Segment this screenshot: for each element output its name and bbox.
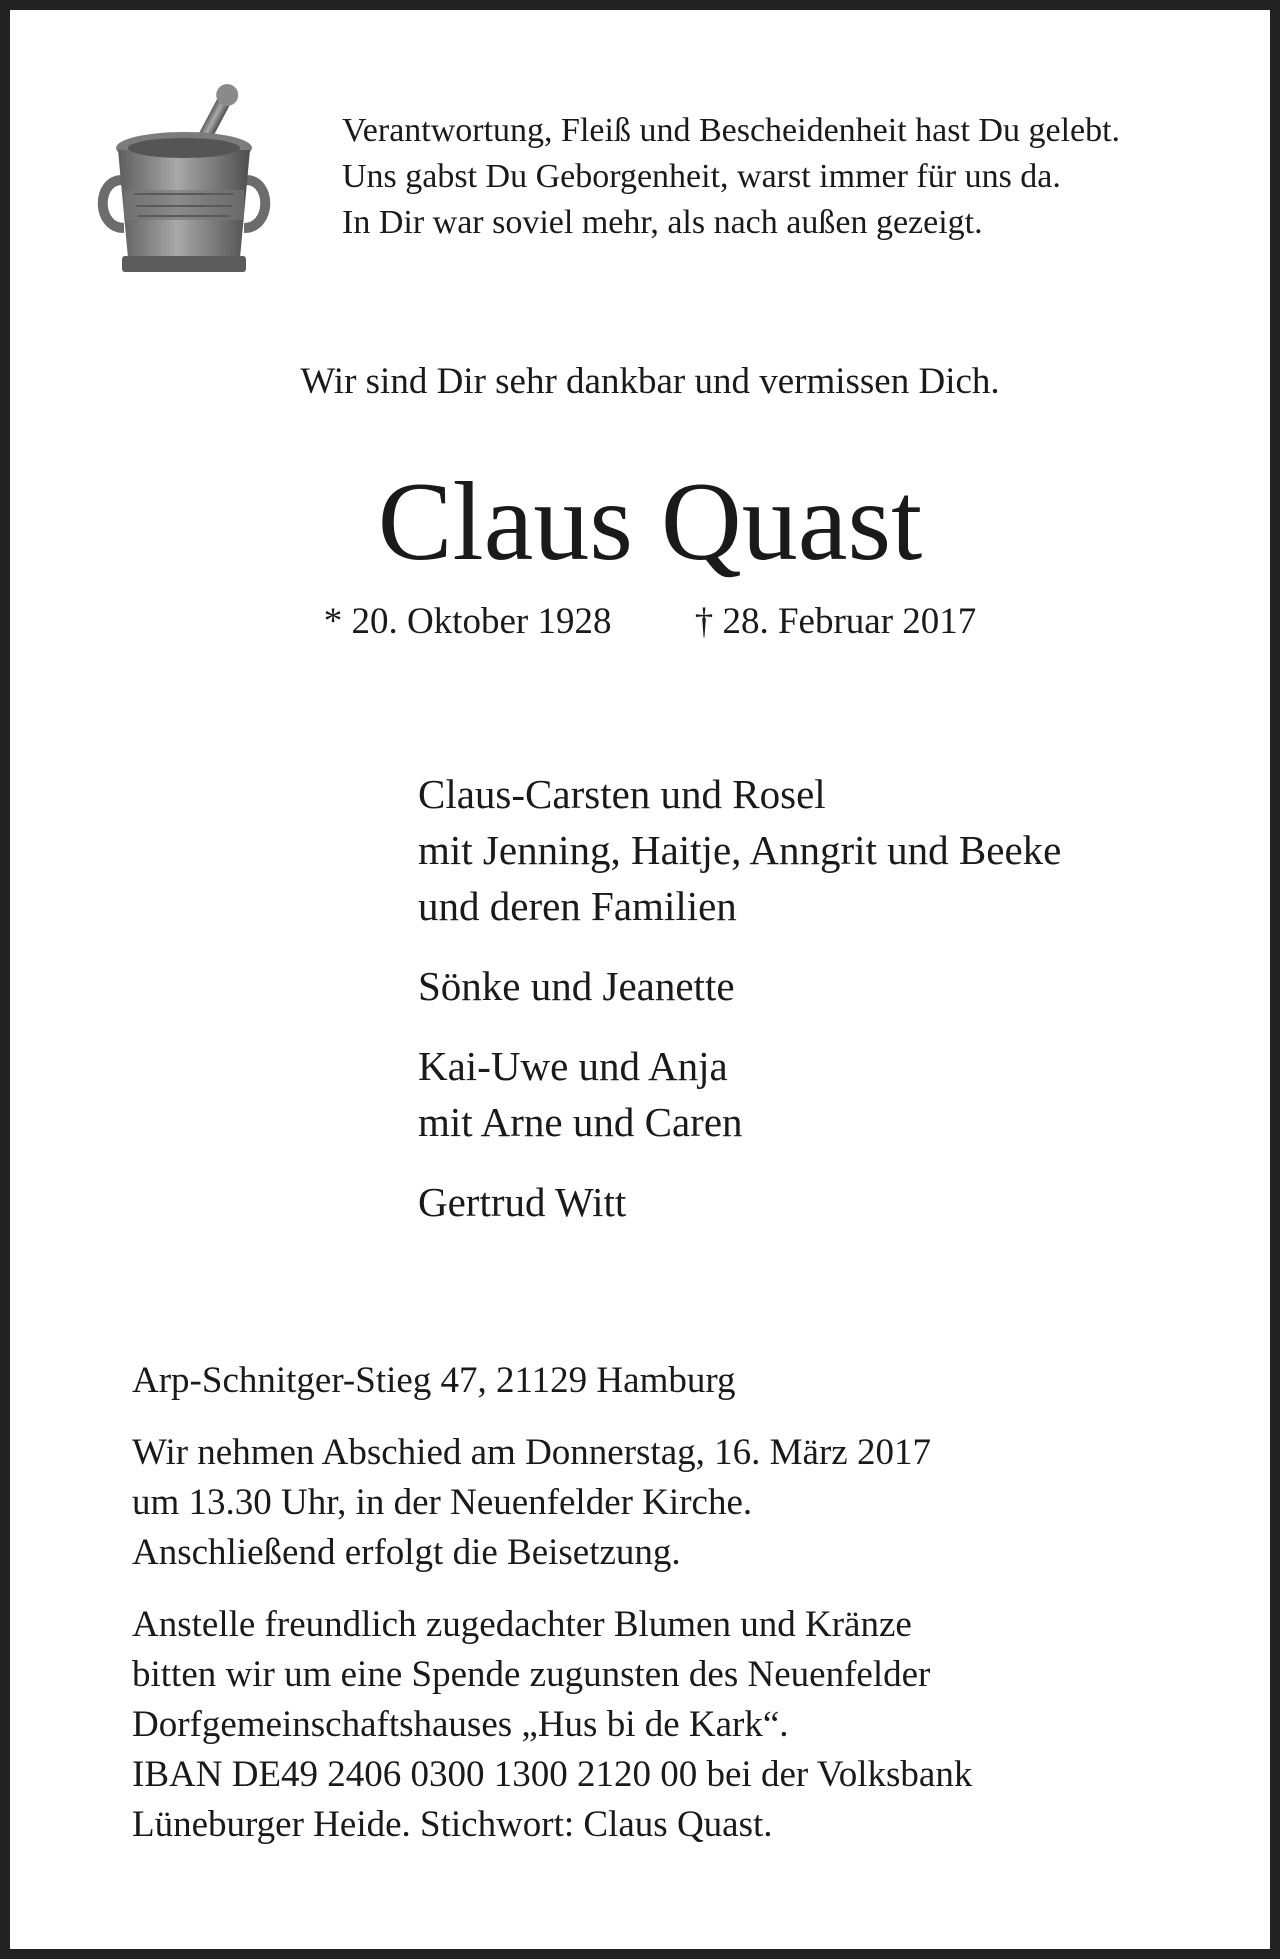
donation-line: Lüneburger Heide. Stichwort: Claus Quast. <box>132 1804 773 1845</box>
motto-line: In Dir war soviel mehr, als nach außen gezeigt. <box>342 204 983 241</box>
motto-verse <box>342 108 1120 246</box>
mourners-list <box>418 766 1061 1254</box>
mourner-line: Sönke und Jeanette <box>418 963 735 1009</box>
donation-line: IBAN DE49 2406 0300 1300 2120 00 bei der Volksbank <box>132 1754 973 1795</box>
address-block <box>132 1356 972 1406</box>
mourner-group <box>418 766 1061 934</box>
death-date: † 28. Februar 2017 <box>694 601 977 642</box>
funeral-info <box>132 1356 972 1872</box>
mourner-line: mit Arne und Caren <box>418 1099 743 1145</box>
mourner-line: und deren Familien <box>418 883 737 929</box>
donation-line: Anstelle freundlich zugedachter Blumen und Kränze <box>132 1604 912 1645</box>
motto-line: Uns gabst Du Geborgenheit, warst immer für uns da. <box>342 158 1061 195</box>
mourner-group <box>418 1174 1061 1230</box>
mortar-and-pestle-icon <box>94 82 274 292</box>
thanks-line: Wir sind Dir sehr dankbar und vermissen Dich. <box>300 361 1000 402</box>
ceremony-line: Anschließend erfolgt die Beisetzung. <box>132 1532 681 1573</box>
mourner-line: mit Jenning, Haitje, Anngrit und Beeke <box>418 827 1062 873</box>
mourner-group <box>418 958 1061 1014</box>
donation-line: Dorfgemeinschaftshauses „Hus bi de Kark“. <box>132 1704 789 1745</box>
donation-line: bitten wir um eine Spende zugunsten des Neuenfelder <box>132 1654 931 1695</box>
ceremony-block <box>132 1428 972 1578</box>
life-dates <box>10 600 1280 643</box>
birth-date: * 20. Oktober 1928 <box>323 601 612 642</box>
mourner-line: Kai-Uwe und Anja <box>418 1043 728 1089</box>
mourner-line: Claus-Carsten und Rosel <box>418 771 826 817</box>
motto-line: Verantwortung, Fleiß und Bescheidenheit hast Du gelebt. <box>342 112 1121 149</box>
mourner-line: Gertrud Witt <box>418 1179 627 1225</box>
mourner-group <box>418 1038 1061 1150</box>
donation-block <box>132 1600 972 1850</box>
deceased-name: Claus Quast <box>377 460 923 584</box>
ceremony-line: um 13.30 Uhr, in der Neuenfelder Kirche. <box>132 1482 753 1523</box>
ceremony-line: Wir nehmen Abschied am Donnerstag, 16. März 2017 <box>132 1432 931 1473</box>
address-line: Arp-Schnitger-Stieg 47, 21129 Hamburg <box>132 1360 736 1401</box>
